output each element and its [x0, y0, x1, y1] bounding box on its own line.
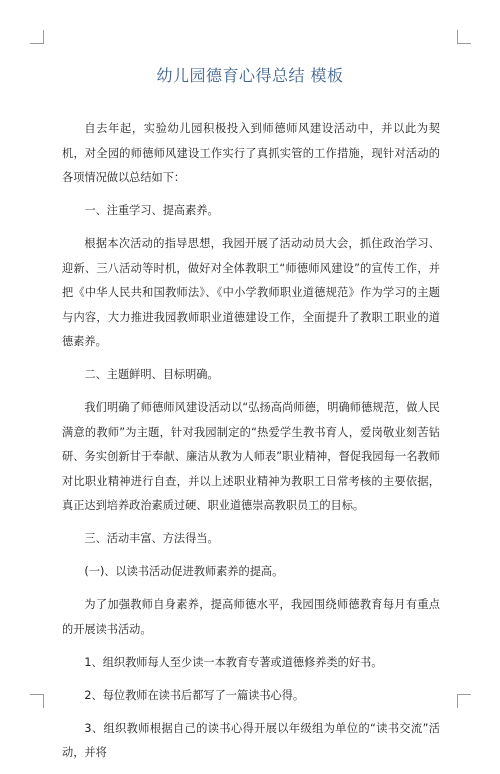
section-1-paragraph: 根据本次活动的指导思想，我园开展了活动动员大会，抓住政治学习、迎新、三八活动等时机，做好对全体教职工“师德师风建设”的宣传工作，并把《中华人民共和国教师法》、《中小学教师职业道德规范》作为学习的主题与内容，大力推进我园教师职业道德建设工作，全面提升了教职工职业的道德素养。 [62, 237, 440, 348]
list-item-2: 2、每位教师在读书后都写了一篇读书心得。 [84, 688, 305, 702]
subsection-1-paragraph: 为了加强教师自身素养，提高师德水平，我园围绕师德教育每月有重点的开展读书活动。 [62, 598, 440, 636]
list-item-3: 3、组织教师根据自己的读书心得开展以年级组为单位的“读书交流”活动，并将 [62, 721, 440, 759]
crop-mark-bottom-right [457, 694, 471, 708]
intro-paragraph: 自去年起，实验幼儿园积极投入到师德师风建设活动中，并以此为契机，对全园的师德师风建设工作实行了真抓实管的工作措施，现针对活动的各项情况做以总结如下： [62, 122, 440, 184]
section-heading-2: 二、主题鲜明、目标明确。 [84, 368, 219, 381]
crop-mark-top-left [30, 30, 44, 44]
subsection-heading-1: (一)、以读书活动促进教师素养的提高。 [84, 565, 284, 578]
document-title: 幼儿园德育心得总结 模板 [156, 66, 344, 85]
crop-mark-top-right [457, 30, 471, 44]
section-heading-3: 三、活动丰富、方法得当。 [84, 532, 219, 545]
list-item-1: 1、组织教师每人至少读一本教育专著或道德修养类的好书。 [84, 655, 383, 669]
section-2-paragraph: 我们明确了师德师风建设活动以“弘扬高尚师德，明确师德规范，做人民满意的教师”为主题，针对我园制定的“热爱学生教书育人，爱岗敬业刻苦钻研、务实创新甘于奉献、廉洁从教为人师表”职业精神，督促我园每一名教师对比职业精神进行自查，并以上述职业精神为教职工日常考核的主要依据，真正达到培养政治素质过硬、职业道德崇高教职员工的目标。 [62, 401, 440, 512]
document-body [62, 117, 440, 774]
section-heading-1: 一、注重学习、提高素养。 [84, 204, 219, 217]
crop-mark-bottom-left [30, 694, 44, 708]
